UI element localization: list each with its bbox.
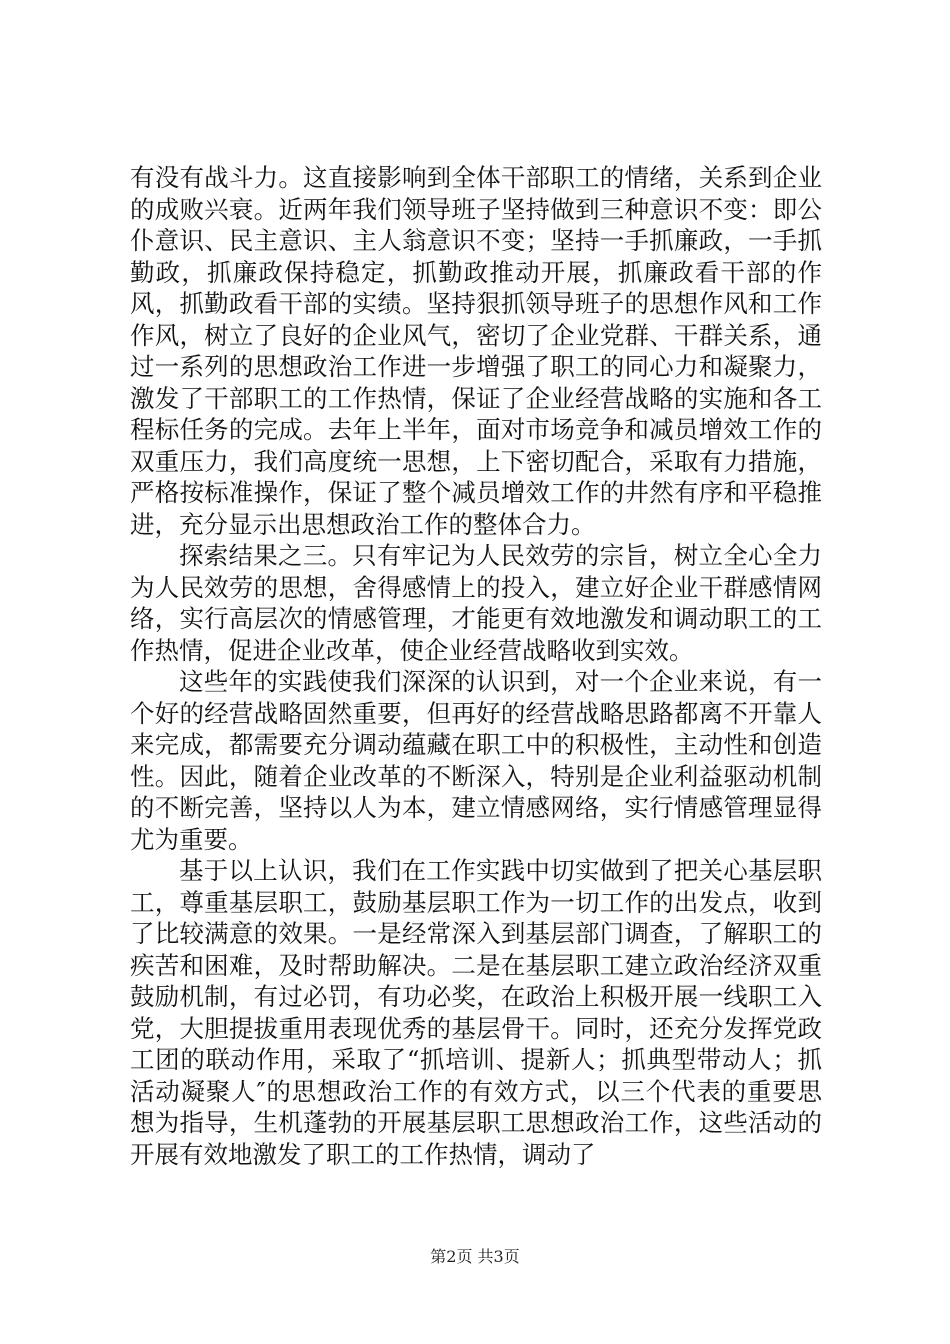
document-body — [130, 162, 822, 1170]
paragraph-continuation: 有没有战斗力。这直接影响到全体干部职工的情绪，关系到企业的成败兴衰。近两年我们领导班子坚持做到三种意识不变：即公仆意识、民主意识、主人翁意识不变；坚持一手抓廉政，一手抓勤政，抓廉政保持稳定，抓勤政推动开展，抓廉政看干部的作风，抓勤政看干部的实绩。坚持狠抓领导班子的思想作风和工作作风，树立了良好的企业风气，密切了企业党群、干群关系，通过一系列的思想政治工作进一步增强了职工的同心力和凝聚力，激发了干部职工的工作热情，保证了企业经营战略的实施和各工程标任务的完成。去年上半年，面对市场竞争和减员增效工作的双重压力，我们高度统一思想，上下密切配合，采取有力措施，严格按标准操作，保证了整个减员增效工作的井然有序和平稳推进，充分显示出思想政治工作的整体合力。 — [130, 163, 822, 539]
page-number-footer: 第2页 共3页 — [430, 1247, 520, 1266]
paragraph-practice-understanding: 这些年的实践使我们深深的认识到，对一个企业来说，有一个好的经营战略固然重要，但再好的经营战略思路都离不开靠人来完成，都需要充分调动蕴藏在职工中的积极性，主动性和创造性。因此，随着企业改革的不断深入，特别是企业利益驱动机制的不断完善，坚持以人为本，建立情感网络，实行情感管理显得尤为重要。 — [130, 667, 822, 854]
paragraph-exploration-result-three: 探索结果之三。只有牢记为人民效劳的宗旨，树立全心全力为人民效劳的思想，舍得感情上的投入，建立好企业干群感情网络，实行高层次的情感管理，才能更有效地激发和调动职工的工作热情，促进企业改革，使企业经营战略收到实效。 — [130, 541, 822, 665]
paragraph-based-on-understanding: 基于以上认识，我们在工作实践中切实做到了把关心基层职工，尊重基层职工，鼓励基层职工作为一切工作的出发点，收到了比较满意的效果。一是经常深入到基层部门调查，了解职工的疾苦和困难，及时帮助解决。二是在基层职工建立政治经济双重鼓励机制，有过必罚，有功必奖，在政治上积极开展一线职工入党，大胆提拔重用表现优秀的基层骨干。同时，还充分发挥党政工团的联动作用，采取了“抓培训、提新人；抓典型带动人；抓活动凝聚人″的思想政治工作的有效方式，以三个代表的重要思想为指导，生机蓬勃的开展基层职工思想政治工作，这些活动的开展有效地激发了职工的工作热情，调动了 — [130, 856, 822, 1169]
